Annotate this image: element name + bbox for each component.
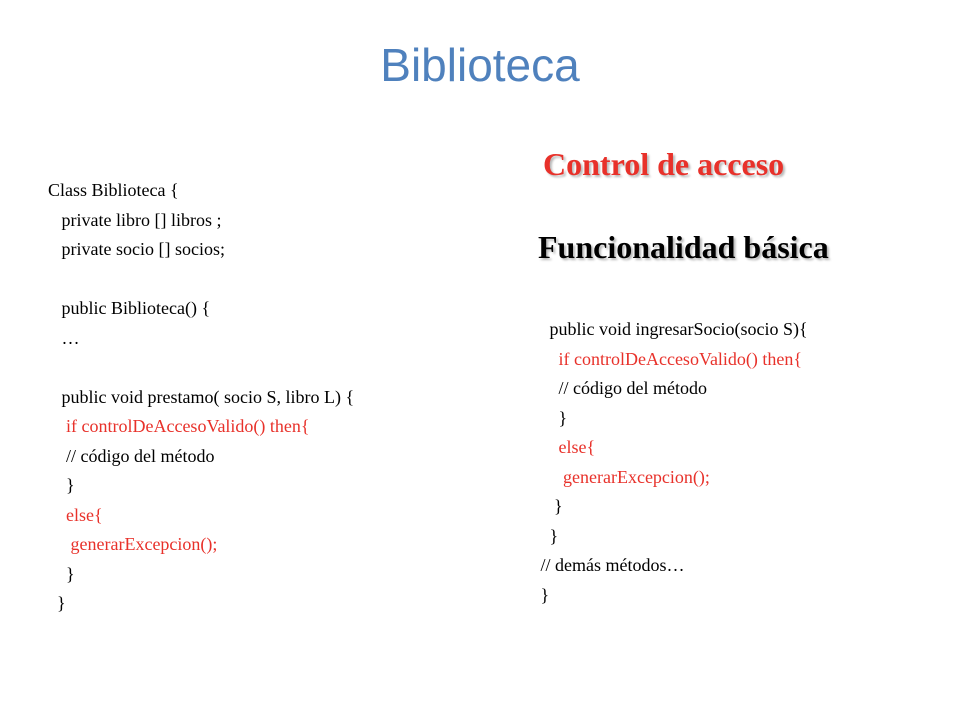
code-line: public Biblioteca() { <box>48 298 211 318</box>
heading-funcionalidad-basica: Funcionalidad básica <box>538 229 829 265</box>
code-line: } <box>536 407 568 428</box>
code-line: if controlDeAccesoValido() then{ <box>536 348 803 369</box>
code-line: private libro [] libros ; <box>48 209 222 230</box>
code-line: generarExcepcion(); <box>48 534 218 554</box>
code-line: public void prestamo( socio S, libro L) { <box>48 386 355 407</box>
heading-control-de-acceso: Control de acceso <box>543 146 785 182</box>
code-line: … <box>48 327 80 348</box>
slide-title: Biblioteca <box>380 39 580 91</box>
code-block-right <box>536 315 808 610</box>
code-line: // código del método <box>536 378 707 398</box>
code-line: } <box>536 496 563 516</box>
code-block-left <box>48 176 354 619</box>
code-line: Class Biblioteca { <box>48 180 179 200</box>
code-line: else{ <box>48 504 103 525</box>
code-line: private socio [] socios; <box>48 239 225 259</box>
code-line: // demás métodos… <box>536 555 685 575</box>
code-line: // código del método <box>48 445 215 466</box>
code-line: if controlDeAccesoValido() then{ <box>48 416 310 436</box>
code-line: else{ <box>536 437 596 457</box>
code-line: } <box>536 584 550 605</box>
code-line: } <box>536 525 559 546</box>
code-line: generarExcepcion(); <box>536 466 710 487</box>
code-line: } <box>48 593 66 613</box>
code-line: public void ingresarSocio(socio S){ <box>536 319 808 339</box>
code-line: } <box>48 475 75 495</box>
code-line <box>48 353 354 383</box>
code-line <box>48 265 354 295</box>
code-line: } <box>48 563 75 584</box>
